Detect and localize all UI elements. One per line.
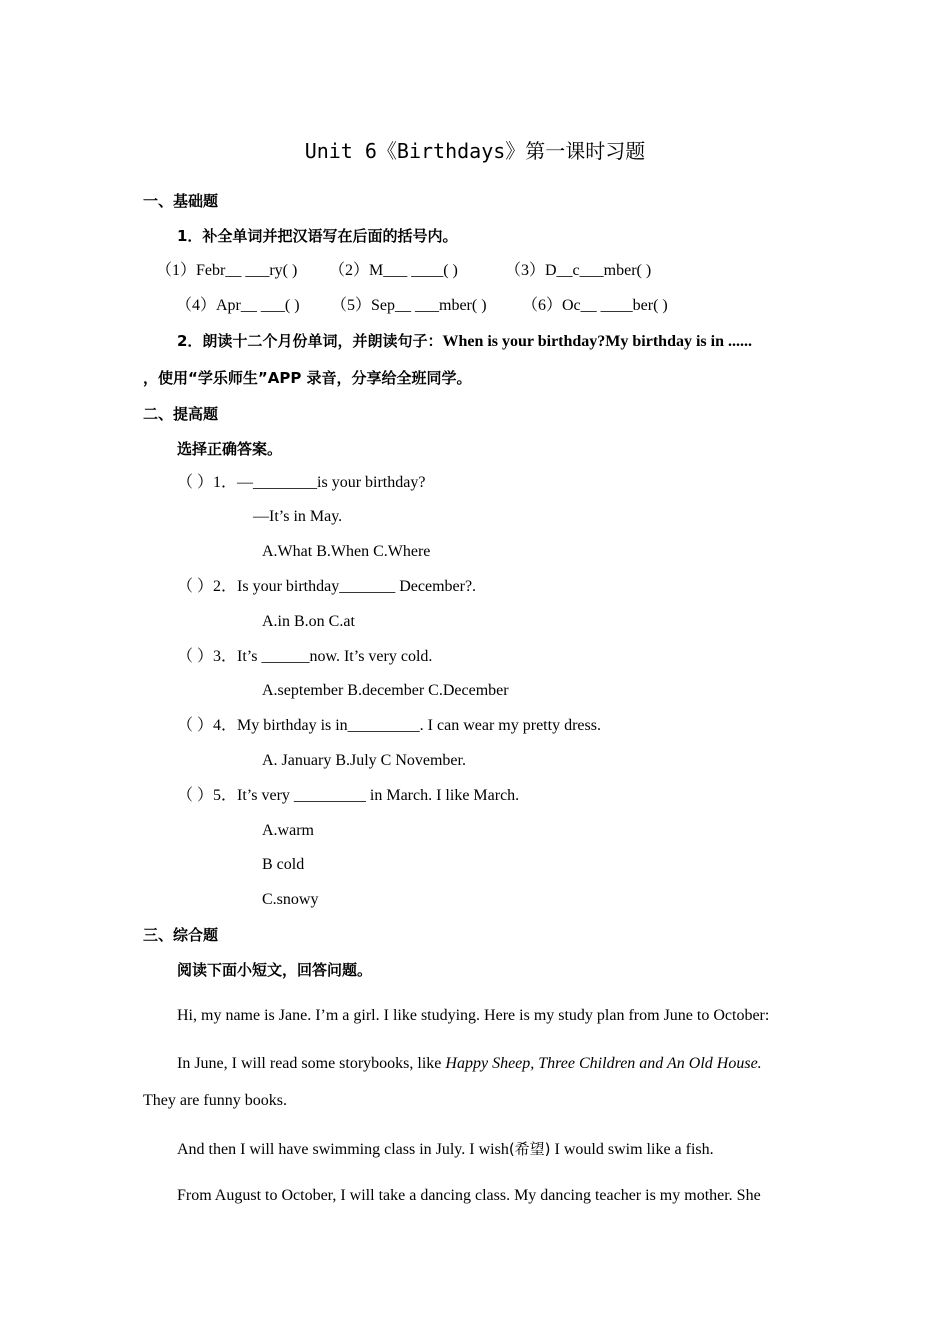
question-4-prefix: （ ）4． (177, 717, 238, 734)
question-5 (177, 786, 519, 806)
question-1 (177, 473, 425, 493)
section3-instruction: 阅读下面小短文，回答问题。 (177, 961, 373, 979)
question-4-stem: My birthday is in_________. I can wear my pretty dress. (237, 717, 601, 734)
question-4 (177, 716, 601, 736)
reading-paragraph-3 (177, 1139, 714, 1160)
q2-line1-cn: 2．朗读十二个月份单词，并朗读句子： (177, 332, 443, 350)
question-3-prefix: （ ）3． (177, 648, 238, 665)
question-2-stem: Is your birthday_______ December?. (237, 578, 477, 595)
q2-line1-en: When is your birthday?My birthday is in ...... (442, 333, 752, 350)
section1-heading: 一、基础题 (143, 192, 219, 210)
reading-paragraph-2-cont: They are funny books. (143, 1092, 287, 1109)
question-5-option-a: A.warm (262, 822, 314, 839)
word-item-6: （6）Oc__ ____ber( ) (522, 297, 668, 314)
word-item-1: （1）Febr__ ___ry( ) (156, 262, 298, 279)
question-5-option-b: B cold (262, 856, 305, 873)
word-item-2: （2）M___ ____( ) (329, 262, 458, 279)
reading-paragraph-3-text-b: I would swim like a fish. (550, 1141, 714, 1158)
word-item-3: （3）D__c___mber( ) (505, 262, 652, 279)
section2-heading: 二、提高题 (143, 405, 219, 423)
word-item-5: （5）Sep__ ___mber( ) (331, 297, 487, 314)
reading-paragraph-4: From August to October, I will take a dancing class. My dancing teacher is my mother. She (177, 1187, 761, 1204)
question-3-stem: It’s ______now. It’s very cold. (237, 648, 433, 665)
question-1-stem: —________is your birthday? (237, 474, 426, 491)
question-4-options: A. January B.July C November. (262, 752, 466, 769)
reading-paragraph-2-text: In June, I will read some storybooks, like (177, 1055, 446, 1072)
question-5-option-c: C.snowy (262, 891, 319, 908)
q2-line1 (177, 331, 752, 352)
question-1-answer-line: —It’s in May. (253, 508, 343, 525)
q2-line2: ，使用“学乐师生”APP 录音，分享给全班同学。 (143, 369, 472, 387)
question-1-options: A.What B.When C.Where (262, 543, 431, 560)
page-title: Unit 6《Birthdays》第一课时习题 (304, 139, 646, 163)
reading-paragraph-1: Hi, my name is Jane. I’m a girl. I like studying. Here is my study plan from June to October: (177, 1007, 770, 1024)
section3-heading: 三、综合题 (143, 926, 219, 944)
question-2-options: A.in B.on C.at (262, 613, 355, 630)
question-5-prefix: （ ）5． (177, 787, 238, 804)
word-item-4: （4）Apr__ ___( ) (176, 297, 300, 314)
reading-paragraph-3-text-a: And then I will have swimming class in July. I wish (177, 1141, 509, 1158)
question-5-stem: It’s very _________ in March. I like March. (237, 787, 520, 804)
question-2 (177, 577, 476, 597)
question-2-prefix: （ ）2． (177, 578, 238, 595)
book-titles: Happy Sheep, Three Children and An Old House. (445, 1055, 762, 1072)
q1-title: 1．补全单词并把汉语写在后面的括号内。 (177, 227, 458, 245)
section2-instruction: 选择正确答案。 (177, 440, 283, 458)
question-1-prefix: （ ）1． (177, 474, 238, 491)
question-3 (177, 647, 432, 667)
wish-gloss: (希望) (508, 1140, 551, 1158)
question-3-options: A.september B.december C.December (262, 682, 509, 699)
reading-paragraph-2 (177, 1054, 762, 1074)
